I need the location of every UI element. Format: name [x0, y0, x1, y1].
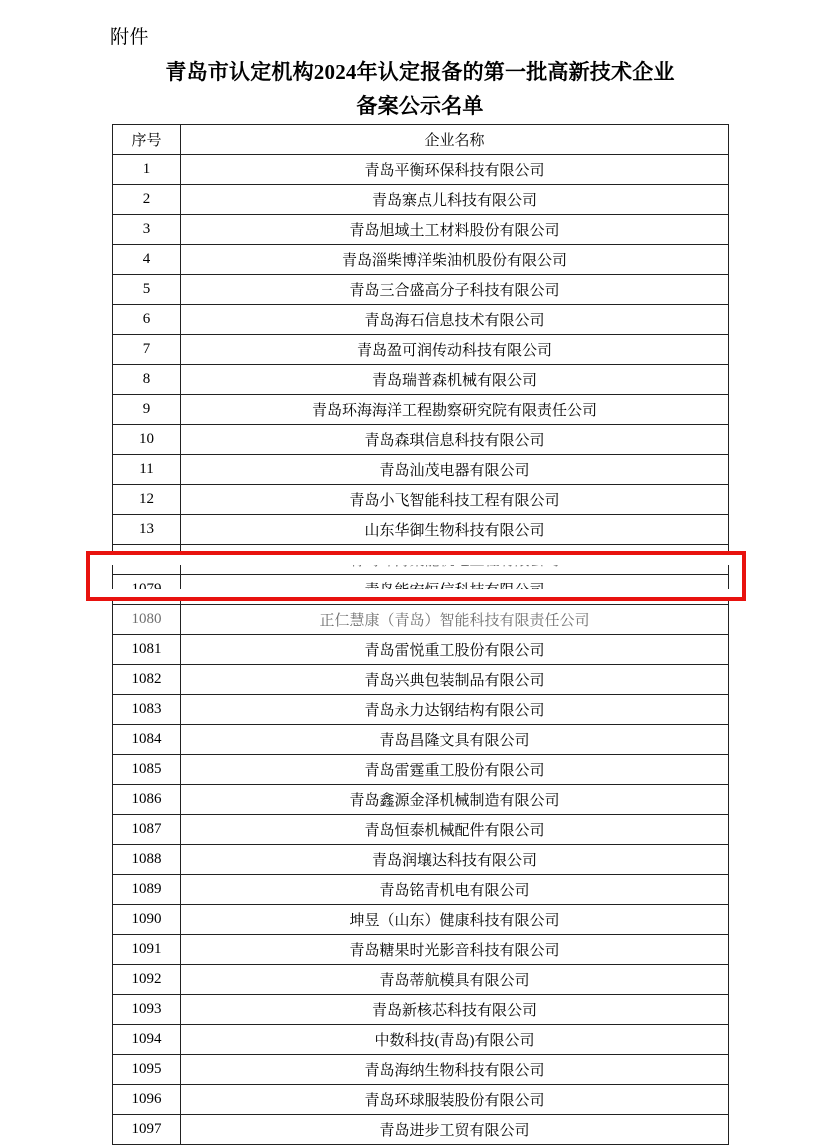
page-title-line-2: 备案公示名单: [356, 94, 484, 118]
row-index-cell: 6: [113, 305, 181, 335]
table-row: [113, 785, 729, 815]
table-row: [113, 695, 729, 725]
row-index-cell: 1088: [113, 845, 181, 875]
row-company-name-cell: 青岛兴典包装制品有限公司: [181, 665, 729, 695]
row-index-cell: 9: [113, 395, 181, 425]
row-index-cell: 1094: [113, 1025, 181, 1055]
table-row: [113, 605, 729, 635]
row-company-name-cell: 青岛小飞智能科技工程有限公司: [181, 485, 729, 515]
row-index-cell: 1090: [113, 905, 181, 935]
row-index-cell: 1083: [113, 695, 181, 725]
row-company-name-cell: 青岛环海海洋工程勘察研究院有限责任公司: [181, 395, 729, 425]
row-company-name-cell: 青岛海石信息技术有限公司: [181, 305, 729, 335]
row-index-cell: 1093: [113, 995, 181, 1025]
table-header-row: [113, 125, 729, 155]
row-index-cell: 1086: [113, 785, 181, 815]
row-company-name-cell: 青岛鑫源金泽机械制造有限公司: [181, 785, 729, 815]
row-index-cell: 11: [113, 455, 181, 485]
row-index-cell: 1092: [113, 965, 181, 995]
row-company-name-cell: 青岛平衡环保科技有限公司: [181, 155, 729, 185]
row-company-name-cell: 青岛汕茂电器有限公司: [181, 455, 729, 485]
row-index-cell: 1082: [113, 665, 181, 695]
table-row: [113, 515, 729, 545]
row-index-cell: 1097: [113, 1115, 181, 1145]
table-row: [113, 725, 729, 755]
table-row: [113, 1115, 729, 1145]
table-row: [113, 665, 729, 695]
row-index-cell: 8: [113, 365, 181, 395]
table-row: [113, 905, 729, 935]
table-row: [113, 875, 729, 905]
table-row: [113, 275, 729, 305]
table-row: [113, 485, 729, 515]
row-company-name-cell: 青岛昌隆文具有限公司: [181, 725, 729, 755]
enterprise-list-table-wrapper: [112, 124, 728, 1145]
table-row: [113, 425, 729, 455]
table-row: [113, 965, 729, 995]
column-header-company: 企业名称: [181, 125, 729, 155]
table-row: [113, 1055, 729, 1085]
attachment-label: 附件: [110, 27, 150, 48]
table-row: [113, 395, 729, 425]
row-company-name-cell: 青岛寨点儿科技有限公司: [181, 185, 729, 215]
row-company-name-cell: 青岛旭域土工材料股份有限公司: [181, 215, 729, 245]
row-company-name-cell: 中数科技(青岛)有限公司: [181, 1025, 729, 1055]
row-index-cell: 1095: [113, 1055, 181, 1085]
table-row: [113, 845, 729, 875]
row-company-name-cell: 青岛铭青机电有限公司: [181, 875, 729, 905]
row-index-cell: 1089: [113, 875, 181, 905]
row-index-cell: 1085: [113, 755, 181, 785]
row-clip-artifact-top: [88, 553, 744, 565]
row-company-name-cell: 青岛新核芯科技有限公司: [181, 995, 729, 1025]
row-company-name-cell: 青岛雷霆重工股份有限公司: [181, 755, 729, 785]
page-title: [110, 55, 730, 123]
row-index-cell: 3: [113, 215, 181, 245]
row-company-name-cell: 正仁慧康（青岛）智能科技有限责任公司: [181, 605, 729, 635]
table-row: [113, 995, 729, 1025]
row-index-cell: 1080: [113, 605, 181, 635]
row-company-name-cell: 青岛永力达钢结构有限公司: [181, 695, 729, 725]
row-index-cell: 1091: [113, 935, 181, 965]
row-company-name-cell: 坤昱（山东）健康科技有限公司: [181, 905, 729, 935]
row-company-name-cell: 山东华御生物科技有限公司: [181, 515, 729, 545]
row-company-name-cell: 青岛森琪信息科技有限公司: [181, 425, 729, 455]
enterprise-list-table: [112, 124, 729, 1145]
table-row: [113, 755, 729, 785]
table-row: [113, 185, 729, 215]
row-index-cell: 1081: [113, 635, 181, 665]
row-company-name-cell: 青岛雷悦重工股份有限公司: [181, 635, 729, 665]
row-company-name-cell: 青岛三合盛高分子科技有限公司: [181, 275, 729, 305]
row-index-cell: 1: [113, 155, 181, 185]
row-company-name-cell: 青岛盈可润传动科技有限公司: [181, 335, 729, 365]
row-index-cell: 7: [113, 335, 181, 365]
row-company-name-cell: 青岛环球服装股份有限公司: [181, 1085, 729, 1115]
row-index-cell: 12: [113, 485, 181, 515]
table-row: [113, 335, 729, 365]
row-company-name-cell: 青岛进步工贸有限公司: [181, 1115, 729, 1145]
table-row: [113, 215, 729, 245]
row-index-cell: 5: [113, 275, 181, 305]
table-row: [113, 305, 729, 335]
table-row: [113, 935, 729, 965]
table-row: [113, 1025, 729, 1055]
row-company-name-cell: 青岛润壤达科技有限公司: [181, 845, 729, 875]
table-row: [113, 815, 729, 845]
row-index-cell: 1087: [113, 815, 181, 845]
table-row: [113, 1085, 729, 1115]
page-title-line-1: 青岛市认定机构2024年认定报备的第一批高新技术企业: [165, 60, 675, 84]
row-index-cell: 13: [113, 515, 181, 545]
table-row: [113, 635, 729, 665]
table-row: [113, 455, 729, 485]
row-company-name-cell: 青岛恒泰机械配件有限公司: [181, 815, 729, 845]
row-clip-artifact-bottom: [88, 589, 744, 600]
row-index-cell: 10: [113, 425, 181, 455]
row-company-name-cell: 青岛淄柴博洋柴油机股份有限公司: [181, 245, 729, 275]
table-row: [113, 365, 729, 395]
row-index-cell: 4: [113, 245, 181, 275]
row-company-name-cell: 青岛瑞普森机械有限公司: [181, 365, 729, 395]
row-index-cell: 1084: [113, 725, 181, 755]
row-index-cell: 2: [113, 185, 181, 215]
table-row: [113, 155, 729, 185]
row-index-cell: 1096: [113, 1085, 181, 1115]
row-company-name-cell: 青岛糖果时光影音科技有限公司: [181, 935, 729, 965]
row-company-name-cell: 青岛蒂航模具有限公司: [181, 965, 729, 995]
table-row: [113, 245, 729, 275]
row-company-name-cell: 青岛海纳生物科技有限公司: [181, 1055, 729, 1085]
column-header-index: 序号: [113, 125, 181, 155]
